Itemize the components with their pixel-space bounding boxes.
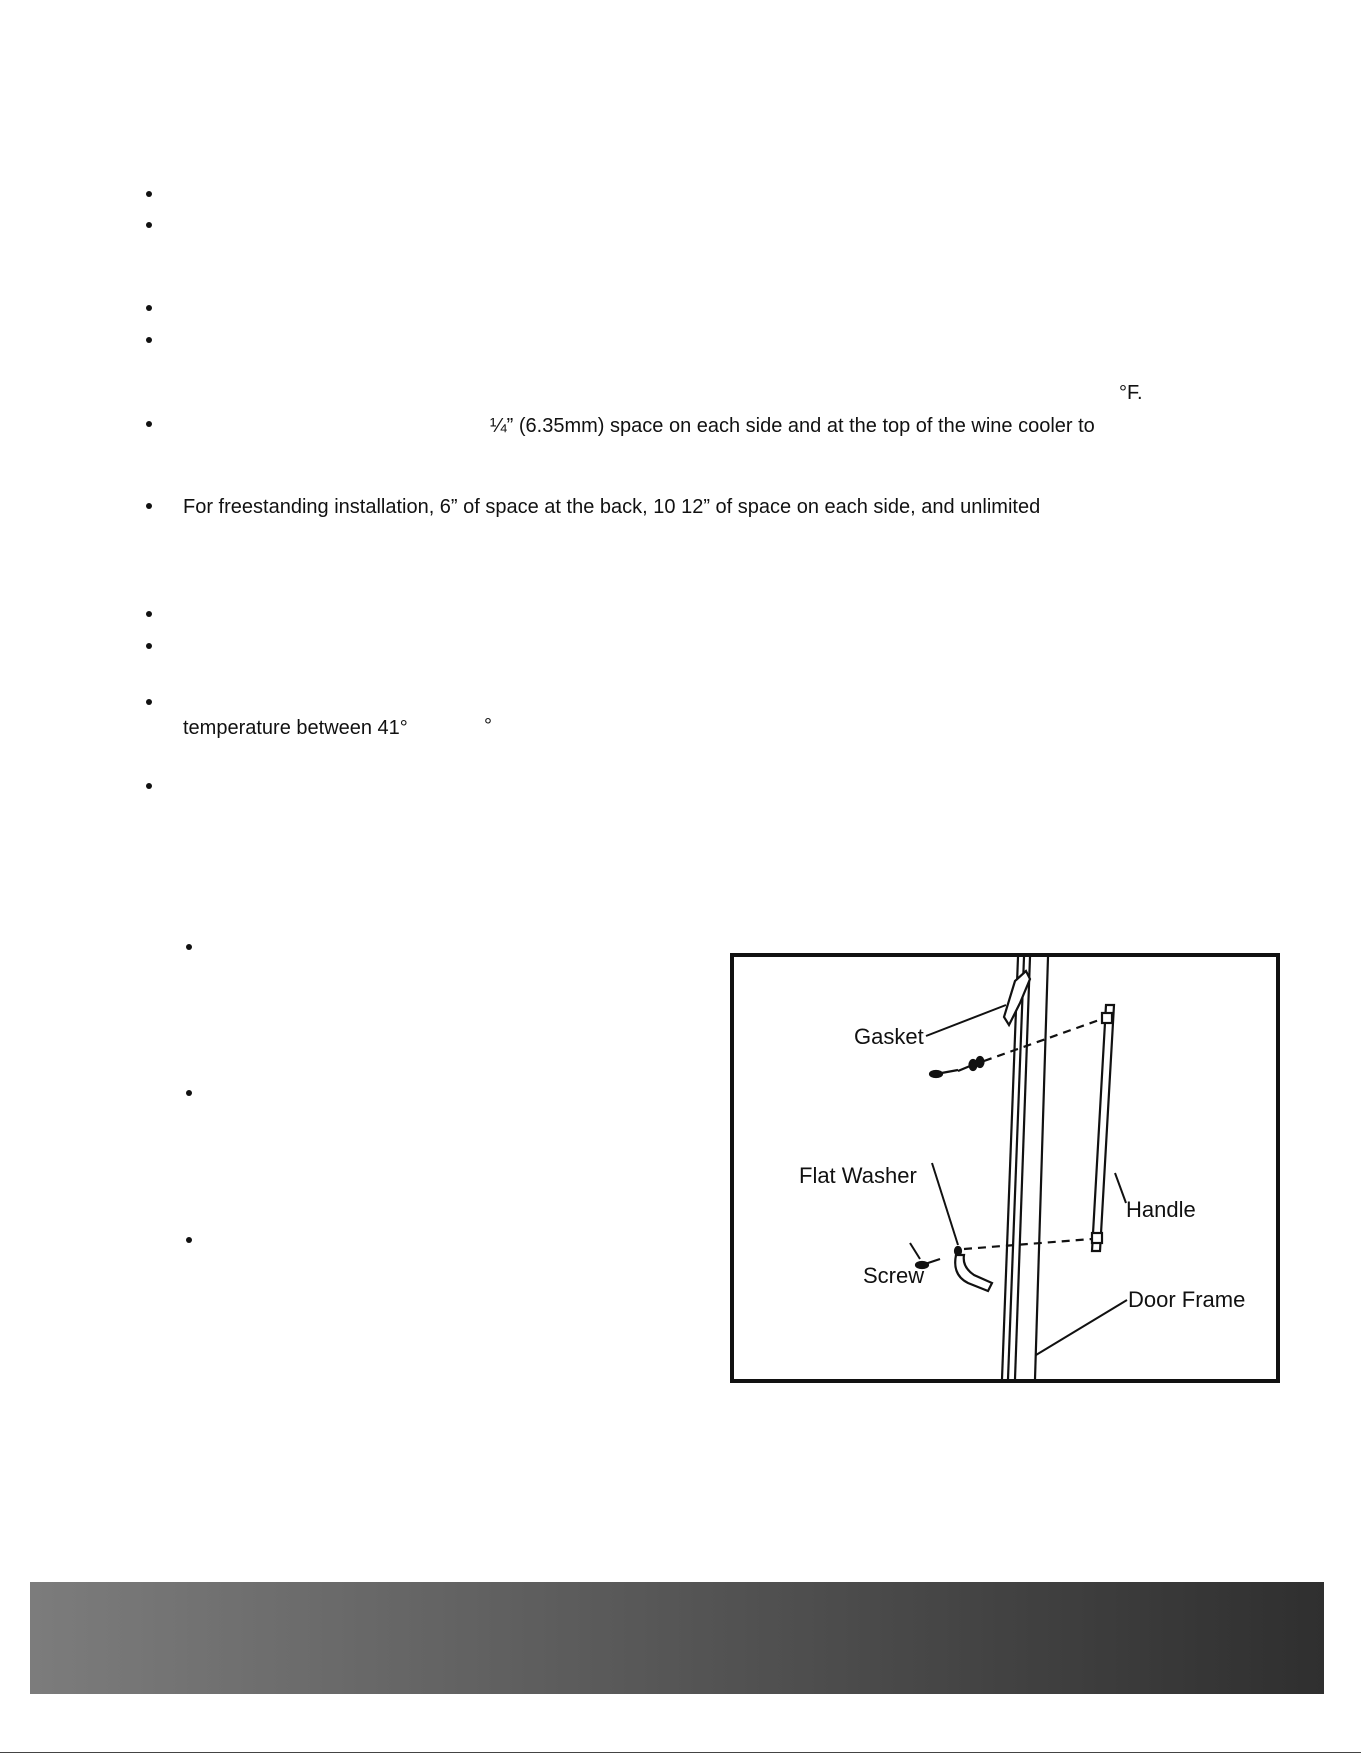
bullet	[146, 337, 152, 343]
bullet	[146, 643, 152, 649]
temperature-text: temperature between 41°	[183, 717, 408, 739]
bullet	[146, 611, 152, 617]
bottom-rule	[0, 1752, 1361, 1753]
bullet	[186, 1237, 192, 1243]
bullet	[146, 222, 152, 228]
bullet	[146, 783, 152, 789]
clearance-text: ¼” (6.35mm) space on each side and at the top of the wine cooler to	[490, 415, 1095, 437]
bullet	[146, 503, 152, 509]
bullet	[146, 305, 152, 311]
gasket-label: Gasket	[854, 1024, 924, 1049]
bullet	[186, 944, 192, 950]
bullet	[146, 421, 152, 427]
flat-washer-label: Flat Washer	[799, 1163, 917, 1188]
bullet	[146, 699, 152, 705]
bullet	[146, 191, 152, 197]
bullet	[186, 1090, 192, 1096]
degree-text: °	[484, 715, 492, 737]
door-frame-label: Door Frame	[1128, 1287, 1246, 1312]
handle-label: Handle	[1126, 1197, 1196, 1222]
freestanding-text: For freestanding installation, 6” of space at the back, 10 12” of space on each side, and unlimited	[183, 496, 1041, 518]
footer-bar	[30, 1582, 1324, 1694]
screw-label: Screw	[863, 1263, 925, 1288]
degree-f-text: °F.	[1119, 382, 1143, 404]
handle-installation-diagram	[730, 953, 1280, 1383]
